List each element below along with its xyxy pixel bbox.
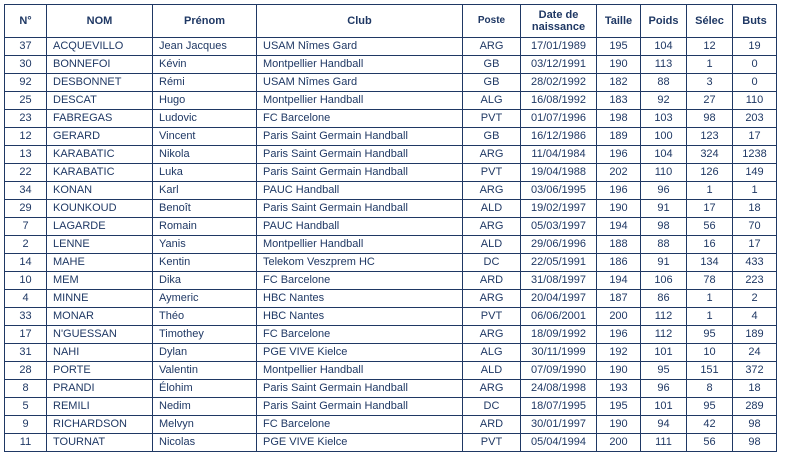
cell-nom: TOURNAT (47, 434, 153, 452)
cell-taille: 190 (597, 56, 641, 74)
cell-club: PAUC Handball (257, 218, 463, 236)
cell-poste: ARG (463, 218, 521, 236)
cell-selec: 98 (687, 110, 733, 128)
cell-buts: 18 (733, 380, 777, 398)
cell-num: 13 (5, 146, 47, 164)
cell-club: HBC Nantes (257, 308, 463, 326)
table-row (5, 218, 777, 236)
cell-club: USAM Nîmes Gard (257, 38, 463, 56)
cell-poste: ALG (463, 344, 521, 362)
cell-num: 31 (5, 344, 47, 362)
cell-num: 37 (5, 38, 47, 56)
cell-poste: ARG (463, 290, 521, 308)
table-row (5, 146, 777, 164)
cell-poids: 98 (641, 218, 687, 236)
cell-prenom: Karl (153, 182, 257, 200)
cell-nom: KARABATIC (47, 146, 153, 164)
cell-prenom: Aymeric (153, 290, 257, 308)
cell-club: PGE VIVE Kielce (257, 434, 463, 452)
table-row (5, 344, 777, 362)
header-row (5, 5, 777, 38)
cell-num: 12 (5, 128, 47, 146)
header-taille: Taille (597, 5, 641, 38)
cell-poids: 100 (641, 128, 687, 146)
cell-club: Montpellier Handball (257, 362, 463, 380)
cell-selec: 78 (687, 272, 733, 290)
cell-poids: 96 (641, 182, 687, 200)
cell-num: 29 (5, 200, 47, 218)
cell-buts: 223 (733, 272, 777, 290)
cell-taille: 183 (597, 92, 641, 110)
cell-poste: ALD (463, 236, 521, 254)
cell-nom: REMILI (47, 398, 153, 416)
cell-poids: 104 (641, 146, 687, 164)
cell-prenom: Dylan (153, 344, 257, 362)
table-row (5, 56, 777, 74)
cell-club: PGE VIVE Kielce (257, 344, 463, 362)
table-row (5, 272, 777, 290)
cell-prenom: Nikola (153, 146, 257, 164)
cell-taille: 190 (597, 416, 641, 434)
cell-nom: LENNE (47, 236, 153, 254)
cell-poste: ARD (463, 272, 521, 290)
cell-poste: ARD (463, 416, 521, 434)
cell-club: Paris Saint Germain Handball (257, 128, 463, 146)
cell-buts: 203 (733, 110, 777, 128)
cell-taille: 198 (597, 110, 641, 128)
cell-taille: 193 (597, 380, 641, 398)
cell-num: 10 (5, 272, 47, 290)
cell-prenom: Dika (153, 272, 257, 290)
cell-prenom: Benoît (153, 200, 257, 218)
cell-selec: 95 (687, 326, 733, 344)
cell-nom: NAHI (47, 344, 153, 362)
cell-date: 18/07/1995 (521, 398, 597, 416)
cell-num: 25 (5, 92, 47, 110)
table-row (5, 128, 777, 146)
cell-num: 14 (5, 254, 47, 272)
cell-buts: 0 (733, 56, 777, 74)
cell-poids: 95 (641, 362, 687, 380)
cell-num: 4 (5, 290, 47, 308)
cell-prenom: Ludovic (153, 110, 257, 128)
cell-poste: GB (463, 56, 521, 74)
header-date: Date de naissance (521, 5, 597, 38)
cell-prenom: Valentin (153, 362, 257, 380)
cell-prenom: Kentin (153, 254, 257, 272)
cell-num: 11 (5, 434, 47, 452)
cell-poste: GB (463, 74, 521, 92)
cell-buts: 289 (733, 398, 777, 416)
cell-club: Paris Saint Germain Handball (257, 398, 463, 416)
cell-taille: 196 (597, 326, 641, 344)
table-row (5, 254, 777, 272)
cell-club: FC Barcelone (257, 416, 463, 434)
cell-num: 8 (5, 380, 47, 398)
cell-num: 5 (5, 398, 47, 416)
cell-club: Paris Saint Germain Handball (257, 146, 463, 164)
cell-num: 17 (5, 326, 47, 344)
table-row (5, 434, 777, 452)
cell-buts: 0 (733, 74, 777, 92)
cell-poids: 86 (641, 290, 687, 308)
cell-poids: 106 (641, 272, 687, 290)
cell-date: 01/07/1996 (521, 110, 597, 128)
cell-taille: 187 (597, 290, 641, 308)
cell-nom: PORTE (47, 362, 153, 380)
cell-taille: 189 (597, 128, 641, 146)
cell-taille: 194 (597, 272, 641, 290)
table-row (5, 236, 777, 254)
table-row (5, 326, 777, 344)
cell-date: 05/04/1994 (521, 434, 597, 452)
cell-poste: ARG (463, 38, 521, 56)
cell-date: 03/12/1991 (521, 56, 597, 74)
cell-buts: 17 (733, 236, 777, 254)
cell-date: 03/06/1995 (521, 182, 597, 200)
cell-num: 22 (5, 164, 47, 182)
cell-num: 28 (5, 362, 47, 380)
cell-club: FC Barcelone (257, 110, 463, 128)
cell-selec: 1 (687, 290, 733, 308)
cell-selec: 56 (687, 434, 733, 452)
cell-poids: 101 (641, 344, 687, 362)
cell-date: 18/09/1992 (521, 326, 597, 344)
cell-selec: 1 (687, 56, 733, 74)
cell-buts: 1 (733, 182, 777, 200)
table-row (5, 308, 777, 326)
cell-num: 92 (5, 74, 47, 92)
cell-poids: 104 (641, 38, 687, 56)
cell-poste: ALD (463, 200, 521, 218)
cell-selec: 16 (687, 236, 733, 254)
cell-taille: 202 (597, 164, 641, 182)
header-prenom: Prénom (153, 5, 257, 38)
cell-buts: 189 (733, 326, 777, 344)
cell-buts: 2 (733, 290, 777, 308)
cell-nom: MEM (47, 272, 153, 290)
cell-prenom: Nicolas (153, 434, 257, 452)
table-row (5, 110, 777, 128)
cell-poste: ARG (463, 182, 521, 200)
cell-buts: 110 (733, 92, 777, 110)
cell-buts: 98 (733, 434, 777, 452)
cell-buts: 70 (733, 218, 777, 236)
cell-date: 07/09/1990 (521, 362, 597, 380)
cell-prenom: Vincent (153, 128, 257, 146)
cell-buts: 149 (733, 164, 777, 182)
cell-taille: 196 (597, 182, 641, 200)
cell-poste: ARG (463, 380, 521, 398)
header-club: Club (257, 5, 463, 38)
cell-poste: PVT (463, 308, 521, 326)
cell-selec: 95 (687, 398, 733, 416)
table-row (5, 416, 777, 434)
cell-poids: 113 (641, 56, 687, 74)
cell-num: 23 (5, 110, 47, 128)
cell-taille: 195 (597, 38, 641, 56)
cell-nom: KONAN (47, 182, 153, 200)
cell-poids: 88 (641, 74, 687, 92)
cell-poste: ALD (463, 362, 521, 380)
cell-nom: MINNE (47, 290, 153, 308)
cell-selec: 1 (687, 182, 733, 200)
cell-prenom: Hugo (153, 92, 257, 110)
cell-buts: 19 (733, 38, 777, 56)
cell-club: PAUC Handball (257, 182, 463, 200)
cell-num: 2 (5, 236, 47, 254)
table-row (5, 92, 777, 110)
cell-taille: 200 (597, 308, 641, 326)
cell-date: 28/02/1992 (521, 74, 597, 92)
cell-poste: PVT (463, 164, 521, 182)
roster-table (4, 4, 777, 452)
cell-poids: 91 (641, 254, 687, 272)
cell-prenom: Rémi (153, 74, 257, 92)
cell-date: 22/05/1991 (521, 254, 597, 272)
cell-club: Montpellier Handball (257, 236, 463, 254)
header-poste: Poste (463, 5, 521, 38)
cell-taille: 188 (597, 236, 641, 254)
cell-poste: PVT (463, 110, 521, 128)
cell-poste: DC (463, 254, 521, 272)
cell-poids: 101 (641, 398, 687, 416)
cell-poids: 88 (641, 236, 687, 254)
cell-club: HBC Nantes (257, 290, 463, 308)
cell-club: Paris Saint Germain Handball (257, 200, 463, 218)
cell-poste: GB (463, 128, 521, 146)
cell-num: 9 (5, 416, 47, 434)
cell-date: 19/02/1997 (521, 200, 597, 218)
cell-poste: ALG (463, 92, 521, 110)
cell-selec: 134 (687, 254, 733, 272)
cell-nom: MONAR (47, 308, 153, 326)
cell-selec: 1 (687, 308, 733, 326)
cell-nom: KOUNKOUD (47, 200, 153, 218)
cell-selec: 151 (687, 362, 733, 380)
cell-poids: 112 (641, 326, 687, 344)
cell-poids: 110 (641, 164, 687, 182)
table-row (5, 398, 777, 416)
cell-taille: 192 (597, 344, 641, 362)
cell-club: FC Barcelone (257, 326, 463, 344)
cell-club: Montpellier Handball (257, 56, 463, 74)
cell-prenom: Luka (153, 164, 257, 182)
cell-taille: 186 (597, 254, 641, 272)
header-selec: Sélec (687, 5, 733, 38)
cell-poste: ARG (463, 146, 521, 164)
cell-date: 16/08/1992 (521, 92, 597, 110)
cell-prenom: Nedim (153, 398, 257, 416)
cell-nom: KARABATIC (47, 164, 153, 182)
cell-buts: 1238 (733, 146, 777, 164)
header-buts: Buts (733, 5, 777, 38)
cell-club: Telekom Veszprem HC (257, 254, 463, 272)
header-nom: NOM (47, 5, 153, 38)
cell-nom: PRANDI (47, 380, 153, 398)
cell-buts: 17 (733, 128, 777, 146)
cell-selec: 10 (687, 344, 733, 362)
cell-poids: 92 (641, 92, 687, 110)
table-row (5, 182, 777, 200)
cell-nom: MAHE (47, 254, 153, 272)
cell-prenom: Melvyn (153, 416, 257, 434)
cell-selec: 17 (687, 200, 733, 218)
cell-club: USAM Nîmes Gard (257, 74, 463, 92)
cell-taille: 194 (597, 218, 641, 236)
cell-poids: 103 (641, 110, 687, 128)
cell-poids: 112 (641, 308, 687, 326)
cell-selec: 8 (687, 380, 733, 398)
cell-prenom: Timothey (153, 326, 257, 344)
cell-selec: 324 (687, 146, 733, 164)
table-row (5, 74, 777, 92)
cell-poids: 111 (641, 434, 687, 452)
cell-prenom: Romain (153, 218, 257, 236)
cell-selec: 56 (687, 218, 733, 236)
cell-date: 20/04/1997 (521, 290, 597, 308)
cell-buts: 372 (733, 362, 777, 380)
cell-nom: FABREGAS (47, 110, 153, 128)
table-row (5, 200, 777, 218)
cell-selec: 27 (687, 92, 733, 110)
cell-taille: 190 (597, 200, 641, 218)
cell-selec: 3 (687, 74, 733, 92)
cell-nom: RICHARDSON (47, 416, 153, 434)
cell-date: 24/08/1998 (521, 380, 597, 398)
cell-nom: N'GUESSAN (47, 326, 153, 344)
cell-club: FC Barcelone (257, 272, 463, 290)
cell-date: 19/04/1988 (521, 164, 597, 182)
cell-buts: 24 (733, 344, 777, 362)
cell-poste: ARG (463, 326, 521, 344)
cell-date: 29/06/1996 (521, 236, 597, 254)
cell-num: 7 (5, 218, 47, 236)
cell-club: Paris Saint Germain Handball (257, 164, 463, 182)
table-row (5, 380, 777, 398)
cell-selec: 42 (687, 416, 733, 434)
cell-date: 30/01/1997 (521, 416, 597, 434)
cell-taille: 200 (597, 434, 641, 452)
cell-nom: DESBONNET (47, 74, 153, 92)
cell-date: 31/08/1997 (521, 272, 597, 290)
cell-buts: 18 (733, 200, 777, 218)
cell-buts: 98 (733, 416, 777, 434)
cell-date: 05/03/1997 (521, 218, 597, 236)
cell-nom: GERARD (47, 128, 153, 146)
cell-prenom: Yanis (153, 236, 257, 254)
header-num: N° (5, 5, 47, 38)
cell-taille: 190 (597, 362, 641, 380)
cell-prenom: Élohim (153, 380, 257, 398)
cell-buts: 433 (733, 254, 777, 272)
cell-poids: 91 (641, 200, 687, 218)
cell-club: Paris Saint Germain Handball (257, 380, 463, 398)
cell-poste: DC (463, 398, 521, 416)
roster-table-container (4, 4, 777, 452)
table-row (5, 38, 777, 56)
cell-date: 17/01/1989 (521, 38, 597, 56)
cell-prenom: Kévin (153, 56, 257, 74)
cell-club: Montpellier Handball (257, 92, 463, 110)
cell-poste: PVT (463, 434, 521, 452)
cell-taille: 182 (597, 74, 641, 92)
cell-date: 11/04/1984 (521, 146, 597, 164)
cell-prenom: Théo (153, 308, 257, 326)
table-row (5, 362, 777, 380)
cell-nom: ACQUEVILLO (47, 38, 153, 56)
cell-date: 06/06/2001 (521, 308, 597, 326)
cell-num: 30 (5, 56, 47, 74)
cell-selec: 12 (687, 38, 733, 56)
cell-nom: LAGARDE (47, 218, 153, 236)
cell-taille: 195 (597, 398, 641, 416)
cell-buts: 4 (733, 308, 777, 326)
cell-nom: DESCAT (47, 92, 153, 110)
cell-prenom: Jean Jacques (153, 38, 257, 56)
cell-selec: 123 (687, 128, 733, 146)
table-row (5, 164, 777, 182)
cell-poids: 94 (641, 416, 687, 434)
cell-num: 33 (5, 308, 47, 326)
cell-num: 34 (5, 182, 47, 200)
header-poids: Poids (641, 5, 687, 38)
cell-selec: 126 (687, 164, 733, 182)
cell-date: 16/12/1986 (521, 128, 597, 146)
table-row (5, 290, 777, 308)
cell-taille: 196 (597, 146, 641, 164)
cell-poids: 96 (641, 380, 687, 398)
cell-nom: BONNEFOI (47, 56, 153, 74)
cell-date: 30/11/1999 (521, 344, 597, 362)
roster-body (5, 38, 777, 452)
